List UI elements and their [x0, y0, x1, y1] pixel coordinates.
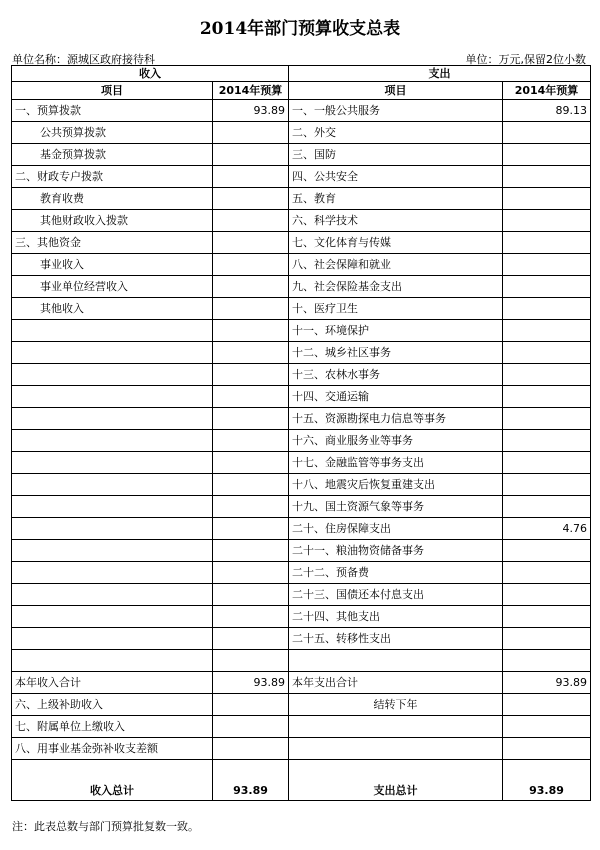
expense-item-cell: 十三、农林水事务 [289, 364, 503, 386]
expense-value-cell [503, 562, 591, 584]
expense-item-cell: 九、社会保险基金支出 [289, 276, 503, 298]
expense-value-cell [503, 628, 591, 650]
table-row [12, 474, 591, 496]
income-value-cell [213, 122, 289, 144]
expense-value-cell: 4.76 [503, 518, 591, 540]
table-row [12, 254, 591, 276]
table-row [12, 562, 591, 584]
expense-item-cell: 一、一般公共服务 [289, 100, 503, 122]
expense-item-cell: 四、公共安全 [289, 166, 503, 188]
expense-item-cell: 十七、金融监管等事务支出 [289, 452, 503, 474]
column-header-row [12, 82, 591, 100]
expense-item-cell [289, 738, 503, 760]
table-row [12, 232, 591, 254]
income-item-cell: 其他财政收入拨款 [12, 210, 213, 232]
expense-item-cell [289, 650, 503, 672]
income-value-cell [213, 430, 289, 452]
income-item-cell: 本年收入合计 [12, 672, 213, 694]
income-value-cell [213, 474, 289, 496]
expense-value-cell: 93.89 [503, 672, 591, 694]
expense-value-cell [503, 496, 591, 518]
income-item-cell [12, 408, 213, 430]
income-value-cell [213, 716, 289, 738]
expense-item-cell: 本年支出合计 [289, 672, 503, 694]
income-value-cell [213, 650, 289, 672]
income-item-cell: 教育收费 [12, 188, 213, 210]
income-item-cell [12, 496, 213, 518]
table-row [12, 408, 591, 430]
expense-item-cell: 七、文化体育与传媒 [289, 232, 503, 254]
income-item-cell [12, 518, 213, 540]
expense-budget-header: 2014年预算 [503, 82, 591, 100]
income-item-cell: 一、预算拨款 [12, 100, 213, 122]
table-row [12, 342, 591, 364]
income-value-cell [213, 452, 289, 474]
table-row [12, 276, 591, 298]
table-row [12, 694, 591, 716]
table-row [12, 738, 591, 760]
expense-item-cell: 二十一、粮油物资储备事务 [289, 540, 503, 562]
income-item-cell [12, 584, 213, 606]
expense-item-cell: 十九、国土资源气象等事务 [289, 496, 503, 518]
income-value-cell [213, 738, 289, 760]
expense-item-cell: 八、社会保障和就业 [289, 254, 503, 276]
table-row [12, 518, 591, 540]
income-total-value: 93.89 [213, 760, 289, 801]
table-row [12, 144, 591, 166]
income-value-cell [213, 254, 289, 276]
income-item-cell [12, 430, 213, 452]
expense-item-cell: 三、国防 [289, 144, 503, 166]
income-item-cell [12, 452, 213, 474]
table-row [12, 210, 591, 232]
expense-value-cell [503, 254, 591, 276]
income-item-cell [12, 386, 213, 408]
expense-item-cell: 二十四、其他支出 [289, 606, 503, 628]
budget-table [11, 65, 591, 801]
income-value-cell [213, 144, 289, 166]
income-item-cell [12, 320, 213, 342]
table-row [12, 386, 591, 408]
expense-value-cell [503, 540, 591, 562]
income-value-cell [213, 584, 289, 606]
expense-value-cell [503, 474, 591, 496]
expense-item-cell: 五、教育 [289, 188, 503, 210]
expense-item-cell: 十五、资源勘探电力信息等事务 [289, 408, 503, 430]
income-value-cell: 93.89 [213, 672, 289, 694]
table-row [12, 364, 591, 386]
income-value-cell [213, 188, 289, 210]
expense-value-cell [503, 122, 591, 144]
expense-value-cell [503, 298, 591, 320]
table-row [12, 628, 591, 650]
income-item-cell: 基金预算拨款 [12, 144, 213, 166]
table-row [12, 606, 591, 628]
income-item-cell: 二、财政专户拨款 [12, 166, 213, 188]
income-item-cell: 八、用事业基金弥补收支差额 [12, 738, 213, 760]
expense-value-cell [503, 144, 591, 166]
section-header-row [12, 66, 591, 82]
expense-item-header: 项目 [289, 82, 503, 100]
expense-value-cell [503, 320, 591, 342]
expense-total-value: 93.89 [503, 760, 591, 801]
income-budget-header: 2014年预算 [213, 82, 289, 100]
expense-value-cell [503, 452, 591, 474]
expense-item-cell: 二十、住房保障支出 [289, 518, 503, 540]
expense-value-cell: 89.13 [503, 100, 591, 122]
table-row [12, 584, 591, 606]
table-row [12, 166, 591, 188]
page-title: 2014年部门预算收支总表 [199, 19, 401, 39]
income-item-cell [12, 562, 213, 584]
income-item-cell [12, 606, 213, 628]
income-value-cell [213, 364, 289, 386]
expense-item-cell: 十、医疗卫生 [289, 298, 503, 320]
table-row [12, 716, 591, 738]
table-row [12, 650, 591, 672]
income-item-cell: 事业收入 [12, 254, 213, 276]
income-value-cell: 93.89 [213, 100, 289, 122]
unit-info: 单位：万元,保留2位小数 [465, 53, 586, 66]
expense-total-label: 支出总计 [289, 760, 503, 801]
income-item-cell [12, 540, 213, 562]
income-value-cell [213, 232, 289, 254]
expense-item-cell: 二十三、国债还本付息支出 [289, 584, 503, 606]
table-row [12, 452, 591, 474]
expense-item-cell: 六、科学技术 [289, 210, 503, 232]
unit-name: 单位名称：源城区政府接待科 [12, 53, 155, 66]
expense-item-cell: 二十二、预备费 [289, 562, 503, 584]
income-value-cell [213, 694, 289, 716]
income-total-label: 收入总计 [12, 760, 213, 801]
expense-value-cell [503, 408, 591, 430]
table-row [12, 188, 591, 210]
expense-value-cell [503, 386, 591, 408]
income-item-cell: 公共预算拨款 [12, 122, 213, 144]
income-value-cell [213, 320, 289, 342]
income-value-cell [213, 606, 289, 628]
expense-item-cell: 十一、环境保护 [289, 320, 503, 342]
expense-value-cell [503, 650, 591, 672]
table-row [12, 672, 591, 694]
income-value-cell [213, 628, 289, 650]
expense-value-cell [503, 232, 591, 254]
income-item-cell: 事业单位经营收入 [12, 276, 213, 298]
income-value-cell [213, 562, 289, 584]
table-row [12, 100, 591, 122]
table-row [12, 320, 591, 342]
footnote: 注：此表总数与部门预算批复数一致。 [12, 820, 199, 833]
income-item-cell: 六、上级补助收入 [12, 694, 213, 716]
income-value-cell [213, 386, 289, 408]
income-item-cell: 其他收入 [12, 298, 213, 320]
expense-item-cell: 二十五、转移性支出 [289, 628, 503, 650]
expense-item-cell: 二、外交 [289, 122, 503, 144]
income-value-cell [213, 496, 289, 518]
income-item-cell [12, 650, 213, 672]
expense-header: 支出 [289, 66, 591, 82]
table-row [12, 430, 591, 452]
expense-item-cell: 十六、商业服务业等事务 [289, 430, 503, 452]
expense-value-cell [503, 364, 591, 386]
expense-item-cell: 十四、交通运输 [289, 386, 503, 408]
expense-value-cell [503, 342, 591, 364]
table-row [12, 540, 591, 562]
income-value-cell [213, 298, 289, 320]
income-item-cell [12, 342, 213, 364]
expense-item-cell: 十二、城乡社区事务 [289, 342, 503, 364]
income-item-cell: 三、其他资金 [12, 232, 213, 254]
expense-value-cell [503, 276, 591, 298]
table-row [12, 122, 591, 144]
expense-value-cell [503, 430, 591, 452]
income-header: 收入 [12, 66, 289, 82]
income-item-cell [12, 364, 213, 386]
table-row [12, 298, 591, 320]
expense-value-cell [503, 584, 591, 606]
expense-value-cell [503, 188, 591, 210]
income-value-cell [213, 408, 289, 430]
total-row [12, 760, 591, 801]
table-row [12, 496, 591, 518]
income-item-cell [12, 628, 213, 650]
income-value-cell [213, 540, 289, 562]
expense-value-cell [503, 694, 591, 716]
income-value-cell [213, 276, 289, 298]
income-value-cell [213, 518, 289, 540]
expense-value-cell [503, 166, 591, 188]
income-value-cell [213, 166, 289, 188]
income-value-cell [213, 342, 289, 364]
expense-value-cell [503, 738, 591, 760]
expense-item-cell: 结转下年 [289, 694, 503, 716]
expense-value-cell [503, 716, 591, 738]
expense-item-cell [289, 716, 503, 738]
income-item-header: 项目 [12, 82, 213, 100]
expense-value-cell [503, 606, 591, 628]
expense-value-cell [503, 210, 591, 232]
income-value-cell [213, 210, 289, 232]
expense-item-cell: 十八、地震灾后恢复重建支出 [289, 474, 503, 496]
income-item-cell: 七、附属单位上缴收入 [12, 716, 213, 738]
income-item-cell [12, 474, 213, 496]
